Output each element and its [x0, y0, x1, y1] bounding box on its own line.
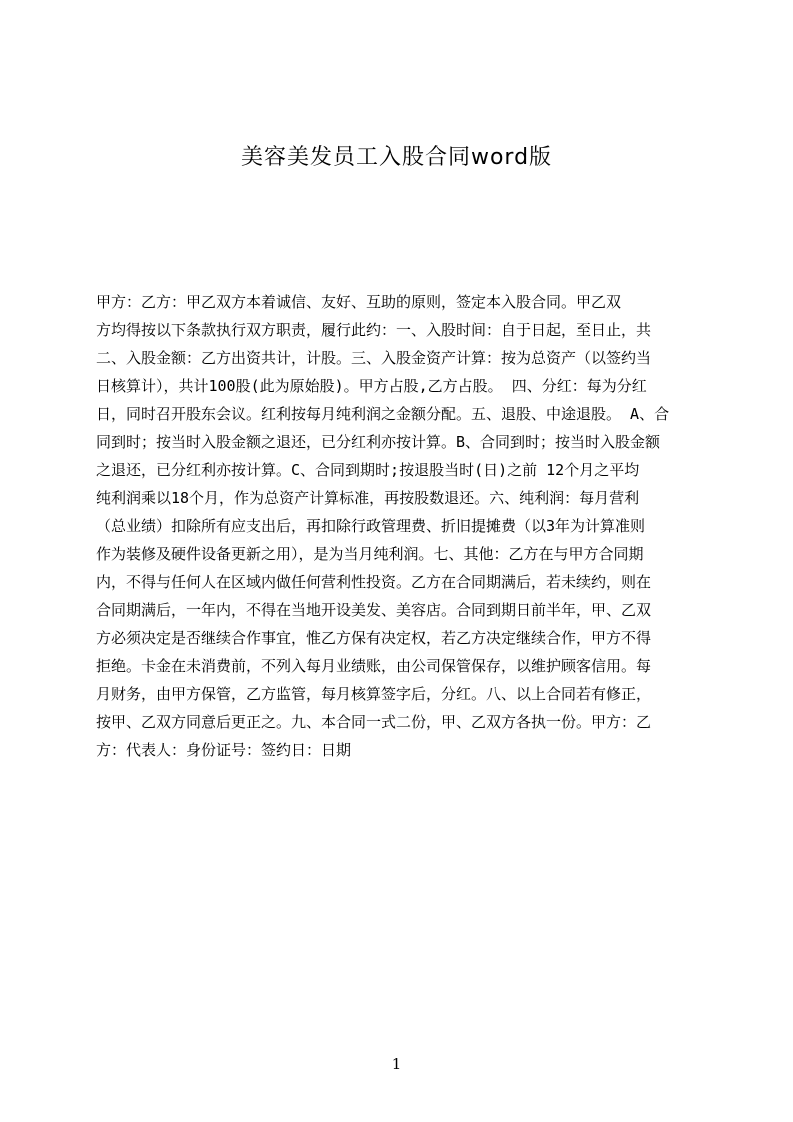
text-line: 合同期满后，一年内，不得在当地开设美发、美容店。合同到期日前半年，甲、乙双: [96, 601, 652, 619]
contract-body: [96, 288, 698, 759]
document-title: 美容美发员工入股合同word版: [240, 145, 553, 170]
text-line: 作为装修及硬件设备更新之用），是为当月纯利润。七、其他：乙方在与甲方合同期: [96, 545, 644, 563]
text-line: 日，同时召开股东会议。红利按每月纯利润之金额分配。五、退股、中途退股。 A、合: [96, 405, 670, 423]
text-line: 按甲、乙双方同意后更正之。九、本合同一式二份，甲、乙双方各执一份。甲方：乙: [96, 713, 652, 731]
text-line: 拒绝。卡金在未消费前，不列入每月业绩账，由公司保管保存，以维护顾客信用。每: [96, 657, 652, 675]
text-line: 之退还，已分红利亦按计算。C、合同到期时;按退股当时(日)之前 12个月之平均: [96, 461, 640, 479]
text-line: 同到时；按当时入股金额之退还，已分红利亦按计算。B、合同到时；按当时入股金额: [96, 433, 661, 451]
text-line: 月财务，由甲方保管，乙方监管，每月核算签字后，分红。八、以上合同若有修正，: [96, 685, 652, 703]
text-line: 二、入股金额：乙方出资共计，计股。三、入股金资产计算：按为总资产（以签约当: [96, 349, 652, 367]
text-line: （总业绩）扣除所有应支出后，再扣除行政管理费、折旧提摊费（以3年为计算准则: [96, 517, 646, 535]
text-line: 纯利润乘以18个月，作为总资产计算标准，再按股数退还。六、纯利润：每月营利: [96, 489, 640, 507]
text-line: 日核算计），共计100股(此为原始股)。甲方占股,乙方占股。 四、分红：每为分红: [96, 377, 647, 395]
text-line: 方：代表人：身份证号：签约日：日期: [96, 741, 352, 759]
text-line: 方必须决定是否继续合作事宜，惟乙方保有决定权，若乙方决定继续合作，甲方不得: [96, 629, 652, 647]
text-line: 内，不得与任何人在区域内做任何营利性投资。乙方在合同期满后，若未续约，则在: [96, 573, 652, 591]
text-line: 甲方：乙方：甲乙双方本着诚信、友好、互助的原则，签定本入股合同。甲乙双: [96, 293, 622, 311]
page-number: 1: [391, 1055, 402, 1073]
text-line: 方均得按以下条款执行双方职责，履行此约：一、入股时间：自于日起，至日止，共: [96, 321, 652, 339]
